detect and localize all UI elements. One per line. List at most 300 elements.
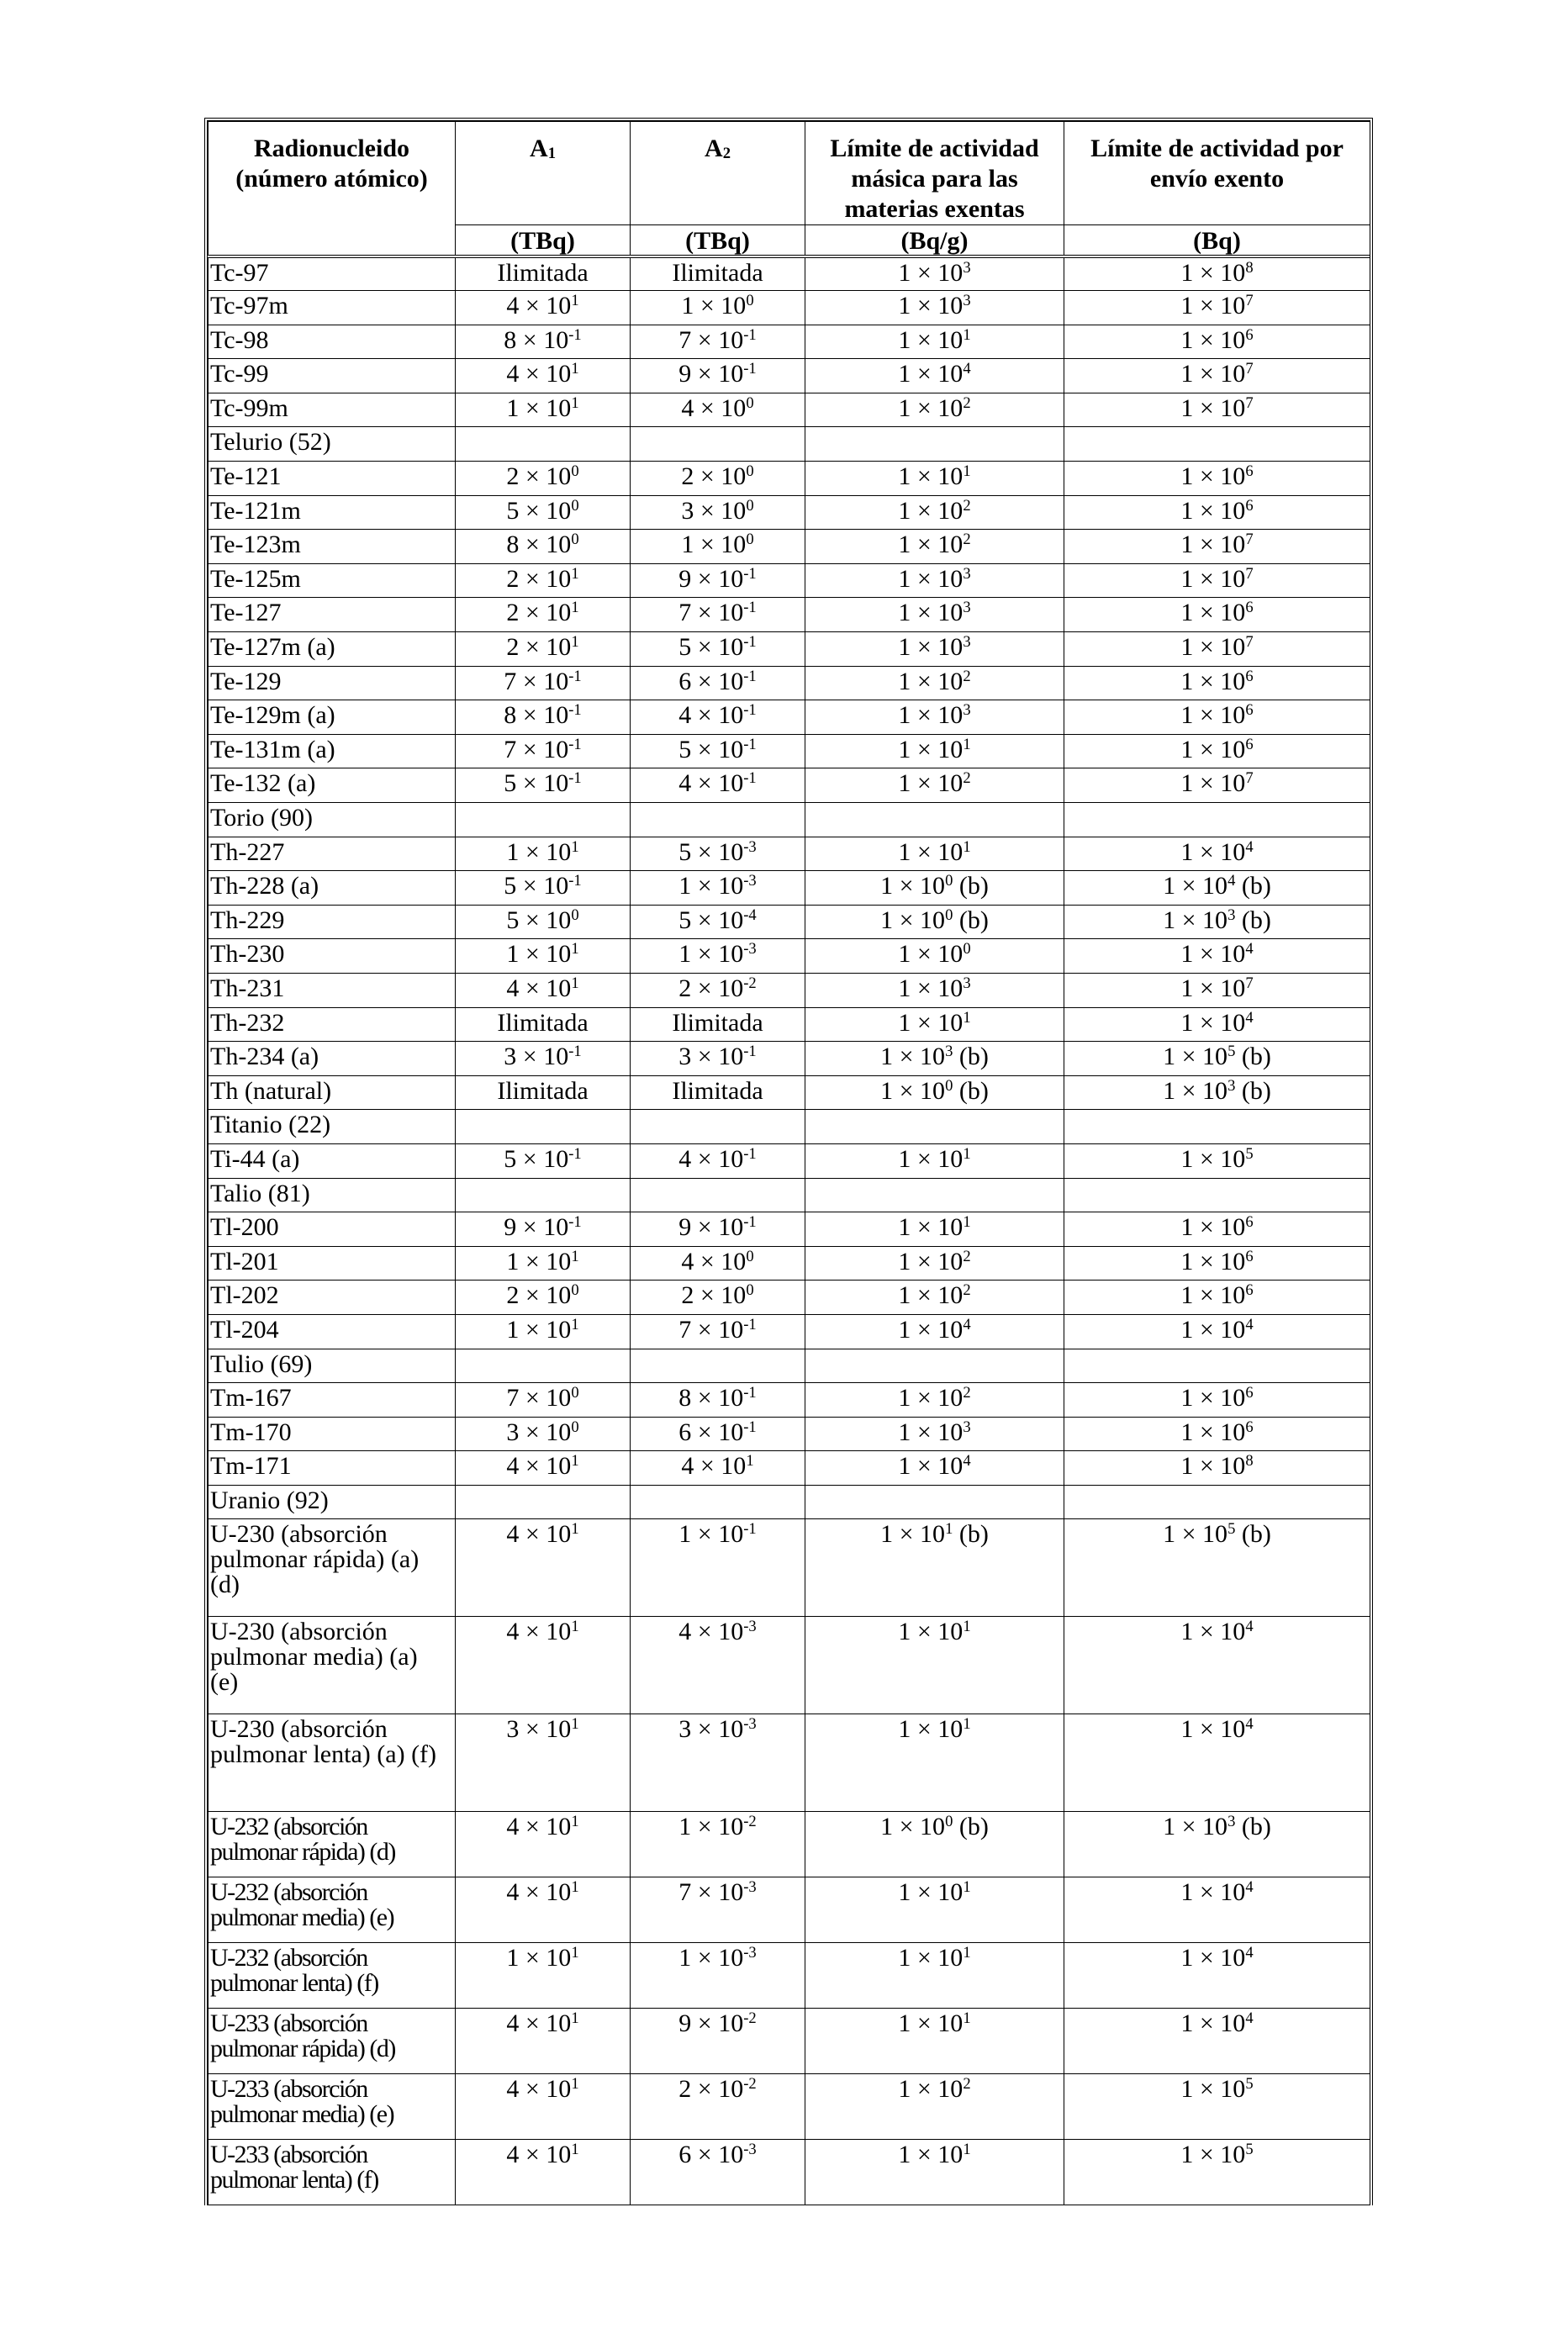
value-exponent: 3 [1227,906,1236,924]
value-exponent: 1 [571,1452,579,1471]
table-row [209,530,1370,564]
value-exponent: 3 [963,291,971,309]
mass-limit-cell [805,837,1064,871]
radionuclide-cell: Th-230 [209,939,456,974]
unit-a1: (TBq) [456,225,631,257]
value-base: 4 × 10 [506,2141,572,2169]
radionuclide-cell: Th-231 [209,973,456,1007]
a2-cell [631,1617,805,1714]
value-base: 1 × 10 [898,531,964,559]
value-base: 9 × 10 [678,564,744,593]
value-base: 1 × 10 [1180,2075,1246,2104]
mass-limit-cell [805,325,1064,359]
a1-cell [456,291,631,325]
radionuclide-cell: U-230 (absorción pulmonar rápida) (a) (d) [209,1519,456,1617]
table-row [209,462,1370,496]
a2-cell [631,803,805,837]
consignment-limit-cell [1064,871,1370,906]
value-base: 1 × 10 [898,259,964,287]
consignment-limit-cell [1064,1212,1370,1247]
header-a1 [456,122,631,225]
consignment-limit-cell [1064,598,1370,632]
unit-consignment-activity-limit: (Bq) [1064,225,1370,257]
value-exponent: 0 [571,1281,579,1300]
a1-cell [456,768,631,803]
value-base: 3 × 10 [678,1715,744,1744]
consignment-limit-cell [1064,1314,1370,1349]
mass-limit-cell [805,393,1064,427]
consignment-limit-cell [1064,359,1370,393]
mass-limit-cell [805,871,1064,906]
value-exponent: 1 [963,1008,971,1027]
value-base: 9 × 10 [678,360,744,388]
value-exponent: 4 [1245,1944,1254,1962]
value-base: 1 × 10 [1163,1043,1228,1071]
value-exponent: 4 [1245,1315,1254,1333]
consignment-limit-cell [1064,1143,1370,1178]
consignment-limit-cell [1064,291,1370,325]
value-exponent: 1 [571,1247,579,1265]
value-base: 1 × 10 [1180,1144,1246,1173]
mass-limit-cell [805,1075,1064,1110]
value-exponent: -3 [743,940,757,958]
table-row [209,393,1370,427]
value-base: 1 × 10 [898,1213,964,1242]
consignment-limit-cell [1064,768,1370,803]
value-exponent: -3 [743,1618,757,1636]
value-base: 1 × 10 [1180,292,1246,320]
value-exponent: 5 [1227,1042,1236,1060]
value-base: 7 × 10 [504,667,569,695]
value-exponent: -1 [743,564,757,583]
value-base: 1 × 10 [898,1944,964,1972]
value-base: 1 × 10 [1180,735,1246,763]
value-base: 4 × 10 [681,1247,747,1275]
mass-limit-cell [805,427,1064,462]
radionuclide-cell: Th-229 [209,905,456,939]
a2-cell [631,734,805,768]
value-exponent: 1 [571,1944,579,1962]
value-base: 2 × 10 [506,599,572,627]
value-base: 1 × 10 [880,872,946,900]
radionuclide-cell: Te-123m [209,530,456,564]
mass-limit-cell [805,2140,1064,2205]
value-exponent: -1 [743,1520,757,1539]
value-base: 1 × 10 [898,667,964,695]
consignment-limit-cell [1064,1042,1370,1076]
table-row [209,291,1370,325]
value-base: 2 × 10 [506,1281,572,1310]
value-exponent: 1 [571,2009,579,2028]
value-exponent: 0 [571,906,579,924]
table-row [209,1877,1370,1943]
value-base: 1 × 10 [1163,1076,1228,1105]
table-row [209,1383,1370,1418]
value-base: 1 × 10 [1180,974,1246,1002]
a1-cell [456,393,631,427]
a1-cell [456,1212,631,1247]
a1-cell [456,359,631,393]
header-a1-symbol: A [530,135,548,162]
consignment-limit-cell [1064,1349,1370,1383]
value-base: 1 × 10 [678,872,744,900]
mass-limit-cell [805,291,1064,325]
value-base: 4 × 10 [681,393,747,422]
radionuclide-cell: Te-125m [209,563,456,598]
value-base: 7 × 10 [678,325,744,354]
value-exponent: -1 [743,632,757,651]
a2-cell [631,871,805,906]
value-exponent: -3 [743,2141,757,2159]
value-exponent: -1 [568,325,582,344]
value-base: 1 × 10 [1180,2009,1246,2038]
value-exponent: 1 [963,1878,971,1897]
value-base: 1 × 10 [1180,325,1246,354]
mass-limit-cell [805,1349,1064,1383]
value-exponent: 5 [1245,2075,1254,2094]
consignment-limit-cell [1064,1943,1370,2009]
value-base: 1 × 10 [1163,1813,1228,1841]
value-base: 6 × 10 [678,667,744,695]
radionuclide-cell: Th-227 [209,837,456,871]
a1-cell [456,1314,631,1349]
value-exponent: 1 [571,2141,579,2159]
radionuclide-cell: Te-127m (a) [209,632,456,667]
a2-cell: Ilimitada [631,1007,805,1042]
consignment-limit-cell [1064,632,1370,667]
mass-limit-cell [805,632,1064,667]
value-exponent: -3 [743,871,757,890]
mass-limit-cell [805,530,1064,564]
a2-cell [631,495,805,530]
header-a2 [631,122,805,225]
table-row [209,1451,1370,1486]
value-exponent: -1 [743,1383,757,1402]
radionuclide-cell: Th-228 (a) [209,871,456,906]
table-row [209,1075,1370,1110]
a2-cell [631,598,805,632]
value-base: 1 × 10 [1180,531,1246,559]
group-row [209,1349,1370,1383]
radionuclide-cell: Tm-171 [209,1451,456,1486]
consignment-limit-cell [1064,2009,1370,2074]
a1-cell [456,871,631,906]
value-exponent: 2 [963,1247,971,1265]
mass-limit-cell [805,1519,1064,1617]
value-exponent: 0 [945,906,953,924]
value-base: 5 × 10 [678,906,744,934]
consignment-limit-cell [1064,803,1370,837]
value-exponent: -1 [568,1144,582,1163]
mass-limit-cell [805,1417,1064,1451]
value-base: 1 × 10 [678,1813,744,1841]
radionuclide-cell: Te-129 [209,666,456,700]
radionuclide-cell: Te-121 [209,462,456,496]
value-exponent: 1 [571,2075,579,2094]
value-exponent: 1 [571,1715,579,1734]
a1-cell [456,325,631,359]
table-row [209,1143,1370,1178]
value-base: 9 × 10 [504,1213,569,1242]
value-base: 1 × 10 [1180,564,1246,593]
a2-cell [631,1042,805,1076]
value-base: 4 × 10 [506,2009,572,2038]
value-base: 1 × 10 [898,564,964,593]
value-exponent: -1 [743,1315,757,1333]
value-exponent: 1 [963,1618,971,1636]
value-exponent: 1 [945,1520,953,1539]
mass-limit-cell [805,462,1064,496]
radionuclide-cell: Th-234 (a) [209,1042,456,1076]
consignment-limit-cell [1064,1383,1370,1418]
a2-cell [631,462,805,496]
a1-cell [456,1943,631,2009]
value-base: 1 × 10 [898,292,964,320]
a2-cell [631,1943,805,2009]
value-base: 1 × 10 [506,940,572,969]
radionuclide-cell: Te-129m (a) [209,700,456,735]
value-exponent: -1 [743,599,757,617]
a2-cell [631,563,805,598]
a2-cell [631,2074,805,2140]
value-base: 6 × 10 [678,2141,744,2169]
value-base: 1 × 10 [898,1878,964,1907]
radionuclide-cell: Tl-200 [209,1212,456,1247]
value-note: (b) [953,1076,989,1105]
radionuclide-cell: Tc-97m [209,291,456,325]
a1-cell [456,495,631,530]
value-exponent: -4 [743,906,757,924]
value-base: 1 × 10 [1180,360,1246,388]
value-exponent: 0 [571,531,579,549]
radionuclide-cell: Te-127 [209,598,456,632]
mass-limit-cell [805,905,1064,939]
value-base: 1 × 10 [898,974,964,1002]
value-exponent: -1 [743,1042,757,1060]
value-base: 1 × 10 [678,1520,744,1549]
radionuclide-cell: U-232 (absorción pulmonar rápida) (d) [209,1812,456,1877]
a2-cell [631,1519,805,1617]
value-exponent: 0 [963,940,971,958]
value-note: (b) [953,1520,989,1549]
value-base: 1 × 10 [1180,393,1246,422]
radionuclide-cell: Tulio (69) [209,1349,456,1383]
value-exponent: 3 [1227,1813,1236,1831]
value-base: 1 × 10 [898,496,964,525]
value-exponent: 6 [1245,701,1254,719]
table-row [209,495,1370,530]
value-note: (b) [953,1813,989,1841]
mass-limit-cell [805,256,1064,291]
unit-radionuclide [209,225,456,257]
mass-limit-cell [805,1314,1064,1349]
value-exponent: 3 [963,599,971,617]
a1-cell [456,1812,631,1877]
value-base: 4 × 10 [506,1813,572,1841]
value-exponent: 3 [963,632,971,651]
value-exponent: 4 [1245,837,1254,856]
value-exponent: 0 [945,1076,953,1095]
value-exponent: 4 [1227,871,1236,890]
value-base: 1 × 10 [1180,1213,1246,1242]
mass-limit-cell [805,598,1064,632]
value-exponent: -2 [743,1813,757,1831]
consignment-limit-cell [1064,973,1370,1007]
value-base: 1 × 10 [1180,1384,1246,1413]
value-base: 6 × 10 [678,1418,744,1446]
value-base: 7 × 10 [678,599,744,627]
value-base: 1 × 10 [898,735,964,763]
value-base: 1 × 10 [678,940,744,969]
a2-cell [631,1451,805,1486]
radionuclide-cell: Te-131m (a) [209,734,456,768]
value-base: 5 × 10 [678,735,744,763]
radionuclide-table [204,118,1373,2205]
a1-cell [456,462,631,496]
a2-cell [631,1877,805,1943]
value-exponent: 3 [963,564,971,583]
radionuclide-cell: Tc-99 [209,359,456,393]
radionuclide-cell: Te-121m [209,495,456,530]
value-base: 5 × 10 [678,633,744,662]
value-exponent: 6 [1245,462,1254,480]
mass-limit-cell [805,2074,1064,2140]
a1-cell [456,1383,631,1418]
value-exponent: 1 [963,1715,971,1734]
consignment-limit-cell [1064,939,1370,974]
a1-cell [456,1485,631,1519]
value-base: 1 × 10 [1180,1247,1246,1275]
value-exponent: 2 [963,531,971,549]
radionuclide-cell: Talio (81) [209,1178,456,1212]
a1-cell [456,803,631,837]
radionuclide-cell: Th (natural) [209,1075,456,1110]
value-base: 5 × 10 [504,1144,569,1173]
group-row [209,1178,1370,1212]
value-exponent: -1 [568,667,582,685]
group-row [209,1110,1370,1144]
a1-cell [456,2009,631,2074]
mass-limit-cell [805,768,1064,803]
radionuclide-cell: Tl-204 [209,1314,456,1349]
mass-limit-cell [805,700,1064,735]
value-exponent: -1 [568,1212,582,1231]
value-base: 1 × 10 [1180,940,1246,969]
value-exponent: 0 [746,1247,754,1265]
group-row [209,1485,1370,1519]
table-row [209,1212,1370,1247]
consignment-limit-cell [1064,1485,1370,1519]
table-row [209,1519,1370,1617]
consignment-limit-cell [1064,393,1370,427]
a2-cell [631,359,805,393]
consignment-limit-cell [1064,427,1370,462]
consignment-limit-cell [1064,1519,1370,1617]
value-base: 2 × 10 [681,462,747,491]
value-exponent: 7 [1245,291,1254,309]
value-base: 4 × 10 [681,1452,747,1481]
a2-cell [631,1178,805,1212]
a1-cell [456,939,631,974]
mass-limit-cell [805,734,1064,768]
a2-cell [631,1281,805,1315]
radionuclide-cell: Tm-170 [209,1417,456,1451]
a1-cell [456,734,631,768]
value-exponent: 5 [1245,2141,1254,2159]
value-base: 1 × 10 [898,325,964,354]
radionuclide-cell: Th-232 [209,1007,456,1042]
value-base: 5 × 10 [504,769,569,798]
value-base: 5 × 10 [506,496,572,525]
consignment-limit-cell [1064,1451,1370,1486]
consignment-limit-cell [1064,1178,1370,1212]
value-base: 1 × 10 [898,1418,964,1446]
consignment-limit-cell [1064,256,1370,291]
value-note: (b) [953,1043,989,1071]
value-exponent: 6 [1245,496,1254,515]
table-row [209,1812,1370,1877]
unit-a2: (TBq) [631,225,805,257]
consignment-limit-cell [1064,666,1370,700]
value-base: 1 × 10 [898,393,964,422]
value-exponent: 6 [1245,325,1254,344]
a1-cell: Ilimitada [456,256,631,291]
mass-limit-cell [805,1110,1064,1144]
consignment-limit-cell [1064,1417,1370,1451]
consignment-limit-cell [1064,1714,1370,1812]
value-exponent: -3 [743,1715,757,1734]
value-exponent: -1 [568,871,582,890]
value-base: 1 × 10 [898,2009,964,2038]
mass-limit-cell [805,2009,1064,2074]
value-exponent: 4 [1245,1008,1254,1027]
value-base: 4 × 10 [506,1452,572,1481]
value-base: 1 × 10 [898,940,964,969]
a1-cell [456,666,631,700]
radionuclide-cell: U-233 (absorción pulmonar lenta) (f) [209,2140,456,2205]
value-base: 4 × 10 [506,974,572,1002]
consignment-limit-cell [1064,1617,1370,1714]
value-exponent: 1 [963,2141,971,2159]
a1-cell [456,1281,631,1315]
value-exponent: 2 [963,2075,971,2094]
unit-mass-activity-limit: (Bq/g) [805,225,1064,257]
consignment-limit-cell [1064,2074,1370,2140]
value-exponent: 2 [963,667,971,685]
value-exponent: 4 [1245,940,1254,958]
table-row [209,973,1370,1007]
table-row [209,768,1370,803]
value-exponent: 0 [746,1281,754,1300]
a1-cell [456,1877,631,1943]
value-exponent: -3 [743,1878,757,1897]
value-exponent: 1 [571,1813,579,1831]
value-base: 1 × 10 [880,1813,946,1841]
a2-cell [631,291,805,325]
a1-cell [456,1143,631,1178]
value-base: 1 × 10 [898,1281,964,1310]
value-base: 1 × 10 [1163,1520,1228,1549]
a1-cell [456,2074,631,2140]
value-base: 3 × 10 [504,1043,569,1071]
a1-cell [456,837,631,871]
value-exponent: 1 [963,735,971,753]
a1-cell [456,530,631,564]
table-row [209,734,1370,768]
table-row [209,1417,1370,1451]
value-note: (b) [953,906,989,934]
mass-limit-cell [805,1714,1064,1812]
